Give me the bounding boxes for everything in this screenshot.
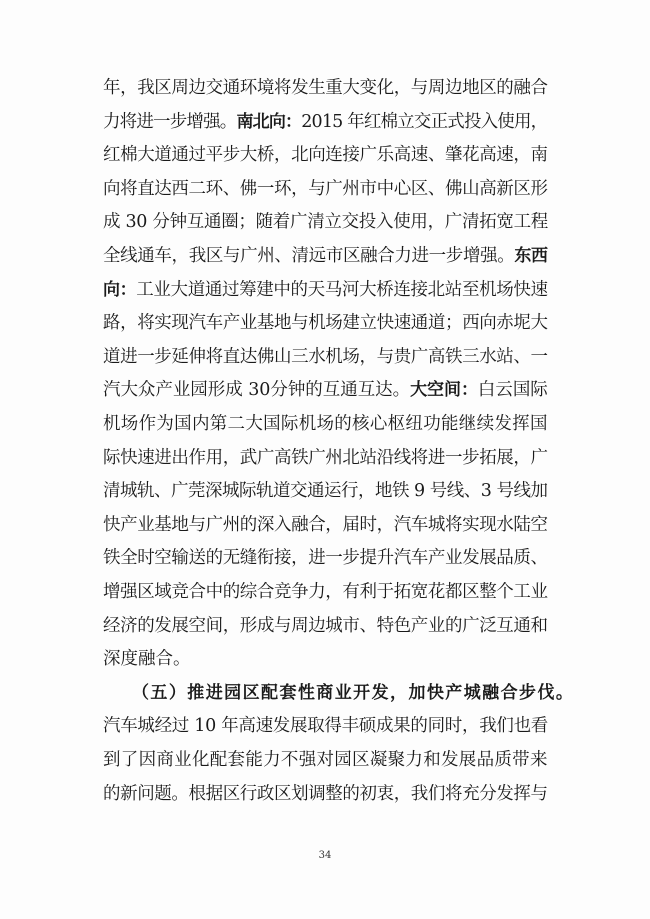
text-line (103, 177, 548, 201)
text-segment: 白云国际 (477, 380, 548, 401)
text-segment: 向将直达西二环、佛一环，与广州市中心区、佛山高新区形 (103, 178, 548, 199)
text-segment: 道进一步延伸将直达佛山三水机场，与贵广高铁三水站、一 (103, 346, 548, 367)
text-line (103, 446, 548, 470)
text-line (103, 647, 191, 671)
section-heading: （五）推进园区配套性商业开发，加快产城融合步伐。 (132, 682, 575, 703)
page-number: 34 (318, 850, 332, 861)
text-segment: 汽大众产业园形成 30分钟的互通互达。 (103, 380, 411, 401)
text-line (103, 345, 548, 369)
text-line (103, 782, 548, 806)
text-segment: 2015 年红棉立交正式投入使用， (301, 111, 548, 132)
text-line (103, 614, 548, 638)
text-line (103, 748, 548, 772)
text-segment: 清城轨、广莞深城际轨道交通运行，地铁 9 号线、3 号线加 (103, 481, 548, 502)
text-segment: 铁全时空输送的无缝衔接，进一步提升汽车产业发展品质、 (103, 548, 548, 569)
text-segment: 快产业基地与广州的深入融合，届时，汽车城将实现水陆空 (103, 514, 548, 535)
text-segment: 红棉大道通过平步大桥，北向连接广乐高速、肇花高速，南 (103, 145, 548, 166)
bold-label: 大空间： (410, 380, 478, 401)
bold-label: 南北向： (236, 111, 302, 132)
text-segment: 工业大道通过筹建中的天马河大桥连接北站至机场快速 (136, 279, 548, 300)
text-segment: 全线通车，我区与广州、清远市区融合力进一步增强。 (103, 246, 515, 266)
text-line (103, 278, 548, 302)
text-segment: 成 30 分钟互通圈；随着广清立交投入使用，广清拓宽工程 (103, 212, 548, 233)
bold-label: 东西 (514, 246, 548, 266)
text-line (103, 513, 548, 537)
text-line (103, 378, 548, 402)
text-segment: 力将进一步增强。 (103, 111, 237, 132)
text-line (103, 412, 548, 436)
text-line (103, 76, 548, 100)
text-segment: 的新问题。根据区行政区划调整的初衷，我们将充分发挥与 (103, 783, 548, 804)
text-segment: 年，我区周边交通环境将发生重大变化，与周边地区的融合 (103, 78, 548, 98)
text-line (103, 143, 548, 167)
text-line (103, 714, 548, 738)
text-line (103, 546, 548, 570)
text-segment: 经济的发展空间，形成与周边城市、特色产业的广泛互通和 (103, 615, 548, 636)
text-segment: 增强区域竞合中的综合竞争力，有利于拓宽花都区整个工业 (103, 582, 548, 602)
text-segment: 到了因商业化配套能力不强对园区凝聚力和发展品质带来 (103, 750, 548, 770)
text-line (103, 244, 548, 268)
text-segment: 路，将实现汽车产业基地与机场建立快速通道；西向赤坭大 (103, 313, 548, 334)
text-line (103, 311, 548, 335)
text-segment: 际快速进出作用，武广高铁广州北站沿线将进一步拓展，广 (103, 447, 548, 468)
bold-label: 向： (103, 279, 137, 300)
text-segment: 汽车城经过 10 年高速发展取得丰硕成果的同时，我们也看 (103, 716, 548, 737)
text-line (103, 110, 547, 134)
text-line (103, 580, 548, 604)
text-line (103, 210, 548, 234)
text-segment: 深度融合。 (103, 649, 191, 670)
text-line (103, 479, 547, 503)
text-segment: 机场作为国内第二大国际机场的核心枢纽功能继续发挥国 (103, 414, 548, 434)
